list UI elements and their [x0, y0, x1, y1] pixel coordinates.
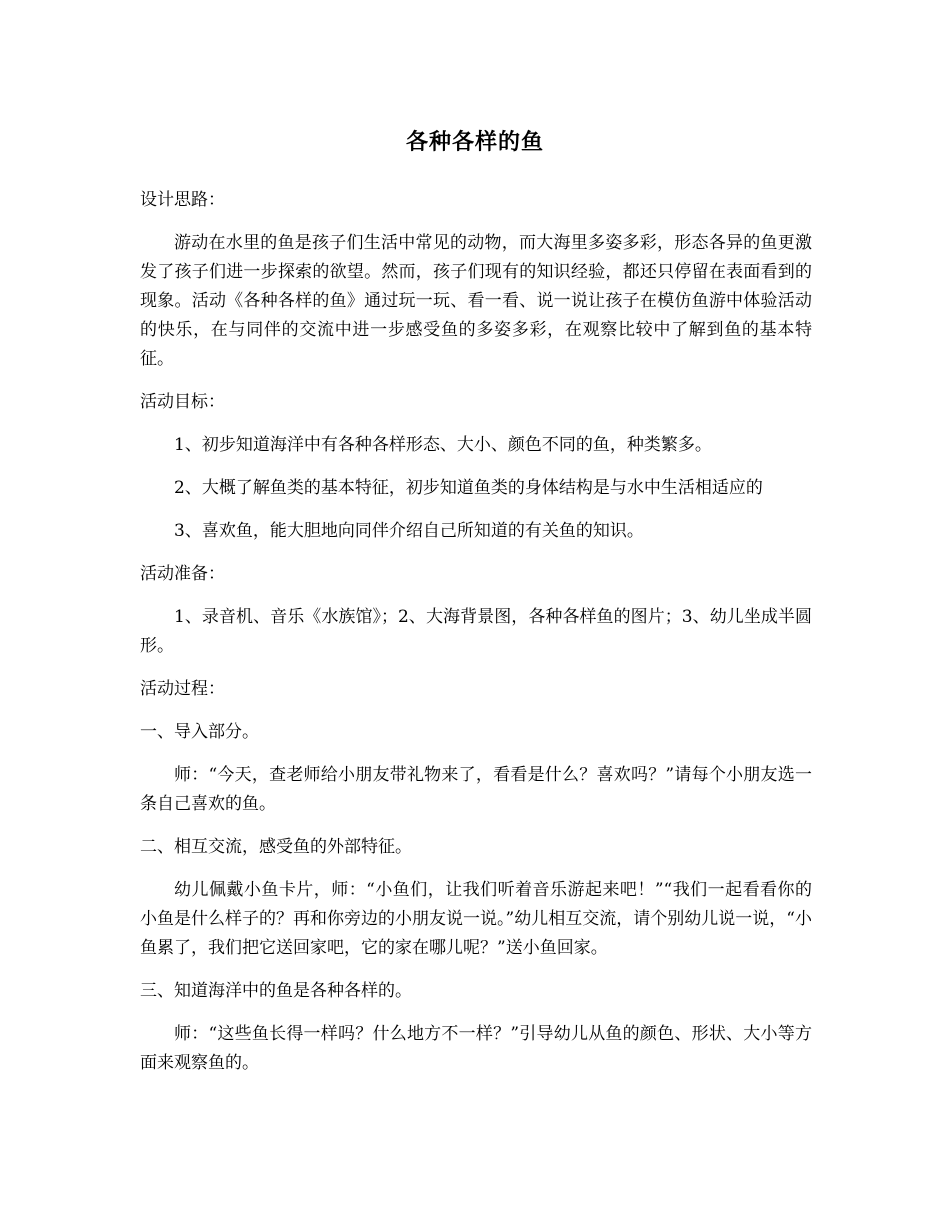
- step2-heading: 二、相互交流，感受鱼的外部特征。: [140, 837, 412, 857]
- design-paragraph: 游动在水里的鱼是孩子们生活中常见的动物，而大海里多姿多彩，形态各异的鱼更激发了孩子们进一步探索的欲望。然而，孩子们现有的知识经验，都还只停留在表面看到的现象。活动《各种各样的鱼》通过玩一玩、看一看、说一说让孩子在模仿鱼游中体验活动的快乐，在与同伴的交流中进一步感受鱼的多姿多彩，在观察比较中了解到鱼的基本特征。: [140, 233, 812, 369]
- prep-heading: 活动准备：: [140, 564, 225, 584]
- step2-paragraph: 幼儿佩戴小鱼卡片，师：“小鱼们，让我们听着音乐游起来吧！”“我们一起看看你的小鱼是什么样子的？再和你旁边的小朋友说一说。”幼儿相互交流，请个别幼儿说一说，“小鱼累了，我们把它送回家吧，它的家在哪儿呢？”送小鱼回家。: [140, 880, 812, 958]
- page-title: 各种各样的鱼: [405, 130, 544, 155]
- prep-paragraph: 1、录音机、音乐《水族馆》；2、大海背景图，各种各样鱼的图片；3、幼儿坐成半圆形。: [140, 607, 812, 656]
- step1-paragraph: 师：“今天，查老师给小朋友带礼物来了，看看是什么？喜欢吗？”请每个小朋友选一条自己喜欢的鱼。: [140, 765, 812, 814]
- goal-item-2: 2、大概了解鱼类的基本特征，初步知道鱼类的身体结构是与水中生活相适应的: [174, 478, 763, 498]
- step3-paragraph: 师：“这些鱼长得一样吗？什么地方不一样？”引导幼儿从鱼的颜色、形状、大小等方面来观察鱼的。: [140, 1024, 812, 1073]
- process-heading: 活动过程：: [140, 679, 225, 699]
- goals-heading: 活动目标：: [140, 392, 225, 412]
- goal-item-3: 3、喜欢鱼，能大胆地向同伴介绍自己所知道的有关鱼的知识。: [174, 521, 644, 541]
- design-heading: 设计思路：: [140, 190, 225, 210]
- document-body: [140, 186, 812, 1092]
- step3-heading: 三、知道海洋中的鱼是各种各样的。: [140, 981, 412, 1001]
- step1-heading: 一、导入部分。: [140, 722, 259, 742]
- goal-item-1: 1、初步知道海洋中有各种各样形态、大小、颜色不同的鱼，种类繁多。: [174, 435, 712, 455]
